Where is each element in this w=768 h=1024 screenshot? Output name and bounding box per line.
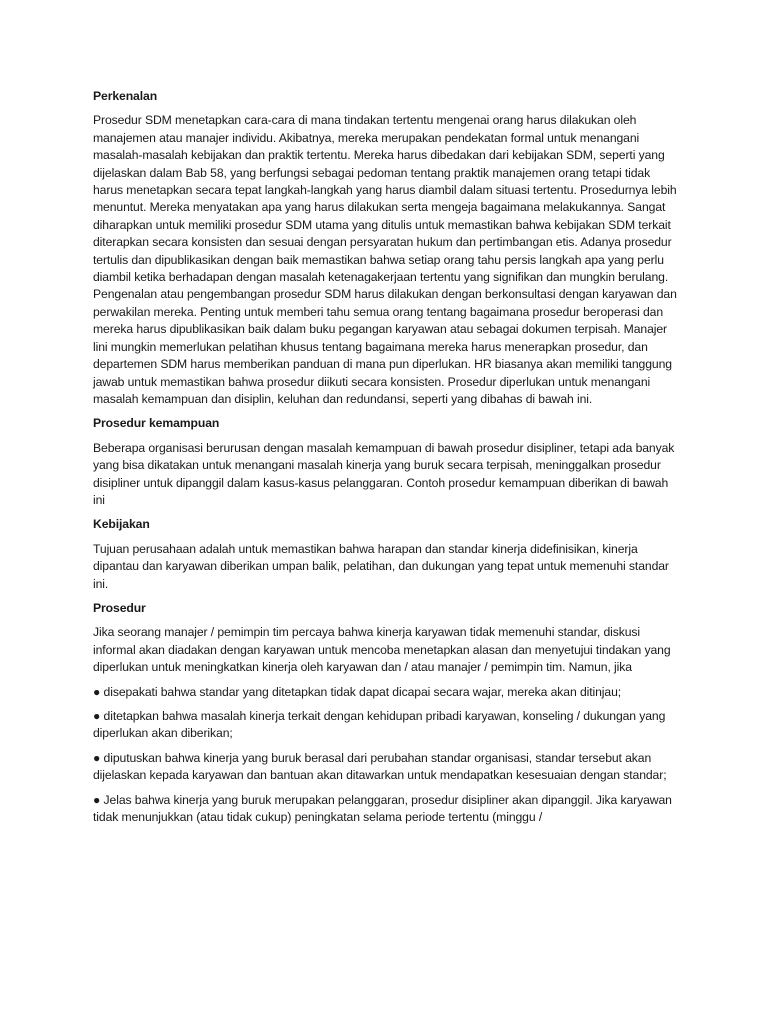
paragraph-kebijakan: Tujuan perusahaan adalah untuk memastikan bahwa harapan dan standar kinerja didefinisikan, kinerja dipantau dan karyawan diberikan umpan balik, pelatihan, dan dukungan yang tepat untuk memenuhi standar ini. bbox=[93, 541, 669, 591]
bullet-item: ● disepakati bahwa standar yang ditetapkan tidak dapat dicapai secara wajar, mereka akan ditinjau; bbox=[93, 684, 622, 699]
paragraph-prosedur-kemampuan: Beberapa organisasi berurusan dengan masalah kemampuan di bawah prosedur disipliner, tetapi ada banyak yang bisa dikatakan untuk menangani masalah kinerja yang buruk secara terpisah, meninggalkan prosedur disipliner untuk dipanggil dalam kasus-kasus pelanggaran. Contoh prosedur kemampuan diberikan di bawah ini bbox=[93, 440, 675, 507]
heading-kebijakan: Kebijakan bbox=[93, 517, 150, 532]
bullet-item: ● Jelas bahwa kinerja yang buruk merupakan pelanggaran, prosedur disipliner akan dipanggil. Jika karyawan tidak menunjukkan (atau tidak cukup) peningkatan selama periode tertentu (minggu / bbox=[93, 792, 672, 825]
heading-perkenalan: Perkenalan bbox=[93, 89, 158, 103]
bullet-item: ● ditetapkan bahwa masalah kinerja terkait dengan kehidupan pribadi karyawan, konseling / dukungan yang diperlukan akan diberikan; bbox=[93, 709, 666, 741]
paragraph-prosedur: Jika seorang manajer / pemimpin tim percaya bahwa kinerja karyawan tidak memenuhi standar, diskusi informal akan diadakan dengan karyawan untuk mencoba menetapkan alasan dan menyetujui tindakan yang diperlukan untuk meningkatkan kinerja oleh karyawan dan / atau manajer / pemimpin tim. Namun, jika bbox=[93, 625, 671, 675]
bullet-item: ● diputuskan bahwa kinerja yang buruk berasal dari perubahan standar organisasi, standar tersebut akan dijelaskan kepada karyawan dan bantuan akan ditawarkan untuk mendapatkan kesesuaian dengan standar; bbox=[93, 750, 667, 783]
heading-prosedur: Prosedur bbox=[93, 600, 146, 615]
heading-prosedur-kemampuan: Prosedur kemampuan bbox=[93, 416, 220, 431]
paragraph-perkenalan: Prosedur SDM menetapkan cara-cara di mana tindakan tertentu mengenai orang harus dilakukan oleh manajemen atau manajer individu. Akibatnya, mereka merupakan pendekatan formal untuk menangani masalah-masalah kebijakan dan praktik tertentu. Mereka harus dibedakan dari kebijakan SDM, seperti yang dijelaskan dalam Bab 58, yang berfungsi sebagai pedoman tentang praktik manajemen orang tetapi tidak harus menetapkan secara tepat langkah-langkah yang harus diambil dalam situasi tertentu. Prosedurnya lebih menuntut. Mereka menyatakan apa yang harus dilakukan serta mengeja bagaimana melakukannya. Sangat diharapkan untuk memiliki prosedur SDM utama yang ditulis untuk memastikan bahwa kebijakan SDM terkait diterapkan secara konsisten dan sesuai dengan persyaratan hukum dan pertimbangan etis. Adanya prosedur tertulis dan dipublikasikan dengan baik memastikan bahwa setiap orang tahu persis langkah apa yang perlu diambil ketika berhadapan dengan masalah ketenagakerjaan tertentu yang signifikan dan mungkin berulang. Pengenalan atau pengembangan prosedur SDM harus dilakukan dengan berkonsultasi dengan karyawan dan perwakilan mereka. Penting untuk memberi tahu semua orang tentang bagaimana prosedur beroperasi dan mereka harus dipublikasikan baik dalam buku pegangan karyawan atau sebagai dokumen terpisah. Manajer lini mungkin memerlukan pelatihan khusus tentang bagaimana mereka harus menerapkan prosedur, dan departemen SDM harus memberikan panduan di mana pun diperlukan. HR biasanya akan memiliki tanggung jawab untuk memastikan bahwa prosedur diikuti secara konsisten. Prosedur diperlukan untuk menangani masalah kemampuan dan disiplin, keluhan dan redundansi, seperti yang dibahas di bawah ini. bbox=[93, 113, 677, 406]
document-page bbox=[93, 88, 683, 833]
